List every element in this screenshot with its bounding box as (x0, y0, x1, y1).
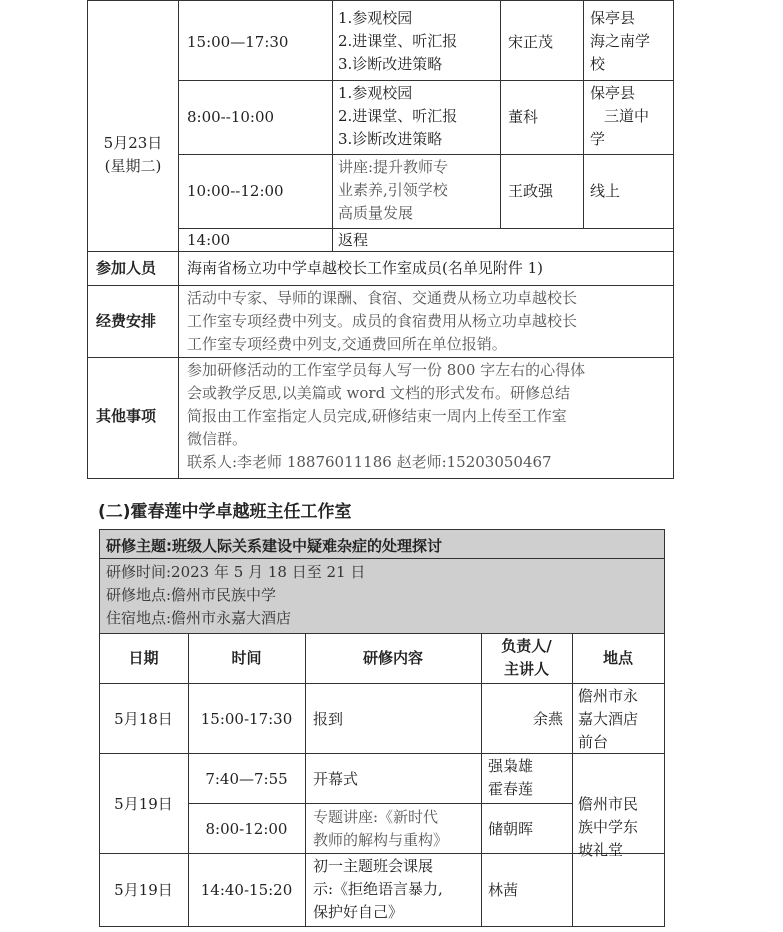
row2-date: 5月23日 (星期二) (103, 134, 163, 175)
row3-content: 讲座:提升教师专 业素养,引领学校 高质量发展 (338, 158, 449, 222)
s2-row2-place: 儋州市民 族中学东 坡礼堂 (578, 795, 639, 859)
s2-row4-date: 5月19日 (114, 881, 173, 899)
participants-label: 参加人员 (96, 259, 157, 277)
s2-row4-content: 初一主题班会课展 示:《拒绝语言暴力, 保护好自己》 (313, 857, 443, 921)
s2-row2-content: 开幕式 (313, 770, 359, 788)
header-time: 时间 (231, 649, 262, 667)
s2-row2-time: 7:40—7:55 (205, 770, 288, 788)
row4-content: 返程 (338, 231, 369, 249)
row1-content: 1.参观校园 2.进课堂、听汇报 3.诊断改进策略 (338, 9, 458, 73)
section-heading: (二)霍春莲中学卓越班主任工作室 (98, 502, 352, 522)
s2-row3-content: 专题讲座:《新时代 教师的解构与重构》 (313, 808, 449, 849)
row1-person: 宋正茂 (508, 33, 554, 51)
research-theme: 研修主题:班级人际关系建设中疑难杂症的处理探讨 (106, 537, 443, 555)
research-info: 研修时间:2023 年 5 月 18 日至 21 日 研修地点:儋州市民族中学 住宿地点:儋州市永嘉大酒店 (106, 563, 366, 627)
row3-person: 王政强 (508, 182, 554, 200)
row4-time: 14:00 (187, 231, 231, 249)
row3-time: 10:00--12:00 (187, 182, 284, 200)
s2-row1-person: 余燕 (532, 710, 563, 728)
s2-row1-time: 15:00-17:30 (200, 710, 293, 728)
row1-place: 保亭县 海之南学 校 (590, 9, 651, 73)
row3-place: 线上 (590, 182, 621, 200)
other-label: 其他事项 (96, 407, 157, 425)
header-content: 研修内容 (362, 649, 423, 667)
row2-place: 保亭县 三道中 学 (590, 84, 650, 148)
s2-row4-person: 林茜 (488, 881, 519, 899)
funding-label: 经费安排 (96, 312, 157, 330)
s2-row3-time: 8:00-12:00 (205, 820, 288, 838)
row2-person: 董科 (508, 108, 539, 126)
s2-row4-time: 14:40-15:20 (200, 881, 293, 899)
row1-time: 15:00—17:30 (187, 33, 289, 51)
header-place: 地点 (602, 649, 633, 667)
other-text: 参加研修活动的工作室学员每人写一份 800 字左右的心得体 会或教学反思,以美篇或 word 文档的形式发布。研修总结 简报由工作室指定人员完成,研修结束一周内上传至工作室 微信群。 联系人:李老师 18876011186 赵老师:15203050467 (187, 361, 586, 471)
s2-row1-date: 5月18日 (114, 710, 173, 728)
s2-row3-person: 储朝晖 (488, 820, 534, 838)
funding-text: 活动中专家、导师的课酬、食宿、交通费从杨立功卓越校长 工作室专项经费中列支。成员的食宿费用从杨立功卓越校长 工作室专项经费中列支,交通费回所在单位报销。 (187, 289, 578, 353)
participants-text: 海南省杨立功中学卓越校长工作室成员(名单见附件 1) (187, 259, 544, 277)
header-person: 负责人/ 主讲人 (501, 637, 552, 678)
row2-time: 8:00--10:00 (187, 108, 275, 126)
row2-content: 1.参观校园 2.进课堂、听汇报 3.诊断改进策略 (338, 84, 458, 148)
s2-row2-date: 5月19日 (114, 795, 173, 813)
s2-row2-person: 强枭雄 霍春莲 (488, 757, 534, 798)
s2-row1-place: 儋州市永 嘉大酒店 前台 (578, 687, 639, 751)
header-date: 日期 (128, 649, 159, 667)
s2-row1-content: 报到 (313, 710, 344, 728)
